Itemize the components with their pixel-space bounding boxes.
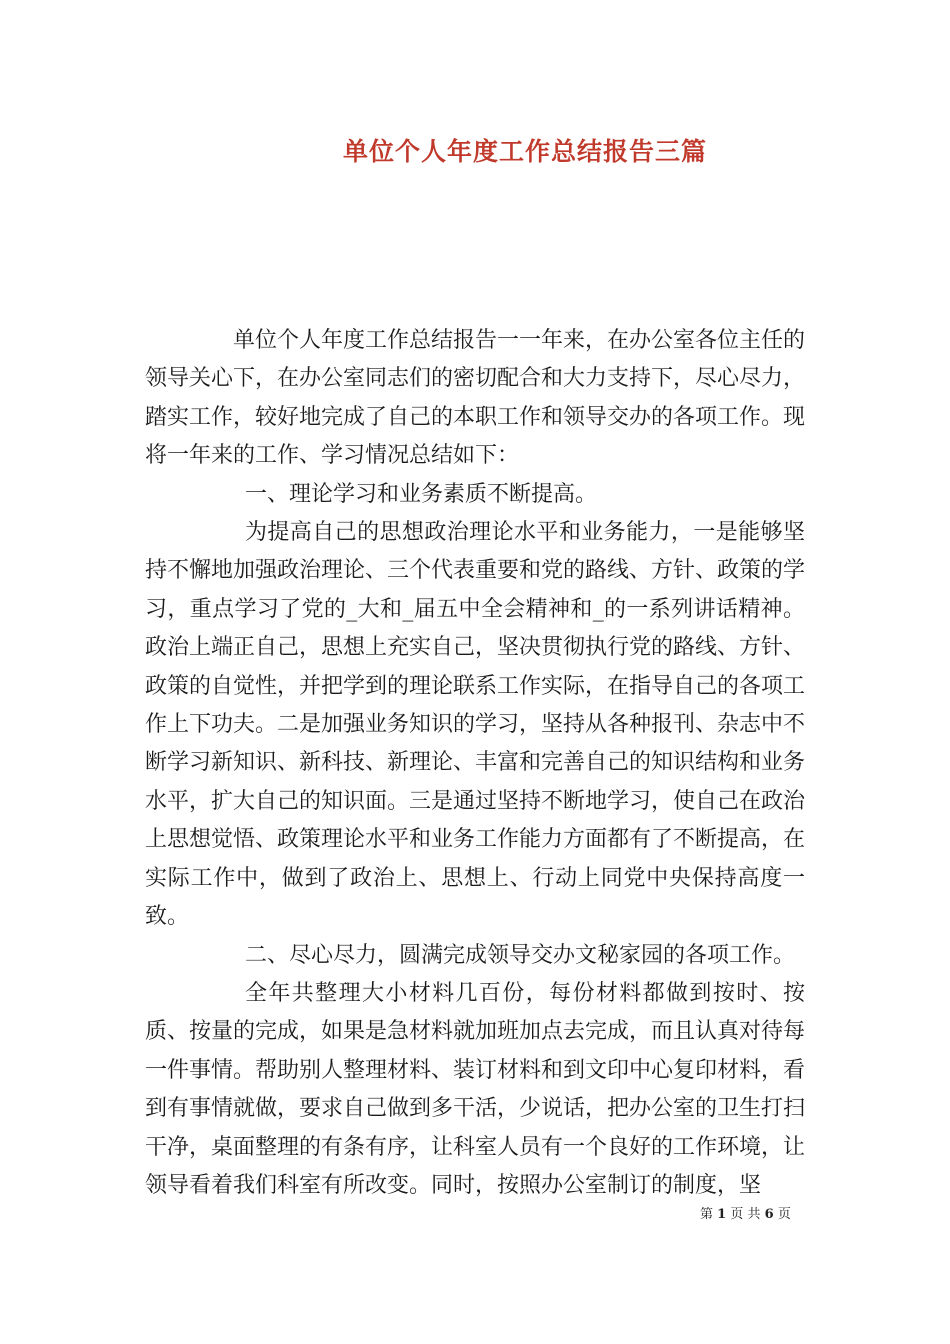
document-title: 单位个人年度工作总结报告三篇 [342,137,707,166]
footer-middle: 页 共 [730,1207,761,1222]
footer-suffix: 页 [777,1207,791,1222]
section-heading-2: 二、尽心尽力，圆满完成领导交办文秘家园的各项工作。 [245,942,796,968]
document-body [145,322,805,1205]
paragraph-section-1: 为提高自己的思想政治理论水平和业务能力，一是能够坚持不懈地加强政治理论、三个代表重要和党的路线、方针、政策的学习，重点学习了党的_大和_届五中全会精神和_的一系列讲话精神。政治上端正自己，思想上充实自己，坚决贯彻执行党的路线、方针、政策的自觉性，并把学到的理论联系工作实际，在指导自己的各项工作上下功夫。二是加强业务知识的学习，坚持从各种报刊、杂志中不断学习新知识、新科技、新理论、丰富和完善自己的知识结构和业务水平，扩大自己的知识面。三是通过坚持不断地学习，使自己在政治上思想觉悟、政策理论水平和业务工作能力方面都有了不断提高，在实际工作中，做到了政治上、思想上、行动上同党中央保持高度一致。 [145,520,806,930]
page-number-footer [700,1203,820,1222]
paragraph-section-2: 全年共整理大小材料几百份，每份材料都做到按时、按质、按量的完成，如果是急材料就加班加点去完成，而且认真对待每一件事情。帮助别人整理材料、装订材料和到文印中心复印材料，看到有事情就做，要求自己做到多干活，少说话，把办公室的卫生打扫干净，桌面整理的有条有序，让科室人员有一个良好的工作环境，让领导看着我们科室有所改变。同时，按照办公室制订的制度，坚 [145,980,806,1198]
section-heading-1: 一、理论学习和业务素质不断提高。 [245,481,598,507]
paragraph-intro: 单位个人年度工作总结报告一一年来，在办公室各位主任的领导关心下，在办公室同志们的密切配合和大力支持下，尽心尽力，踏实工作，较好地完成了自己的本职工作和领导交办的各项工作。现将一年来的工作、学习情况总结如下： [145,328,806,469]
footer-current-page: 1 [717,1207,727,1222]
footer-prefix: 第 [700,1207,714,1222]
footer-total-pages: 6 [764,1207,774,1222]
